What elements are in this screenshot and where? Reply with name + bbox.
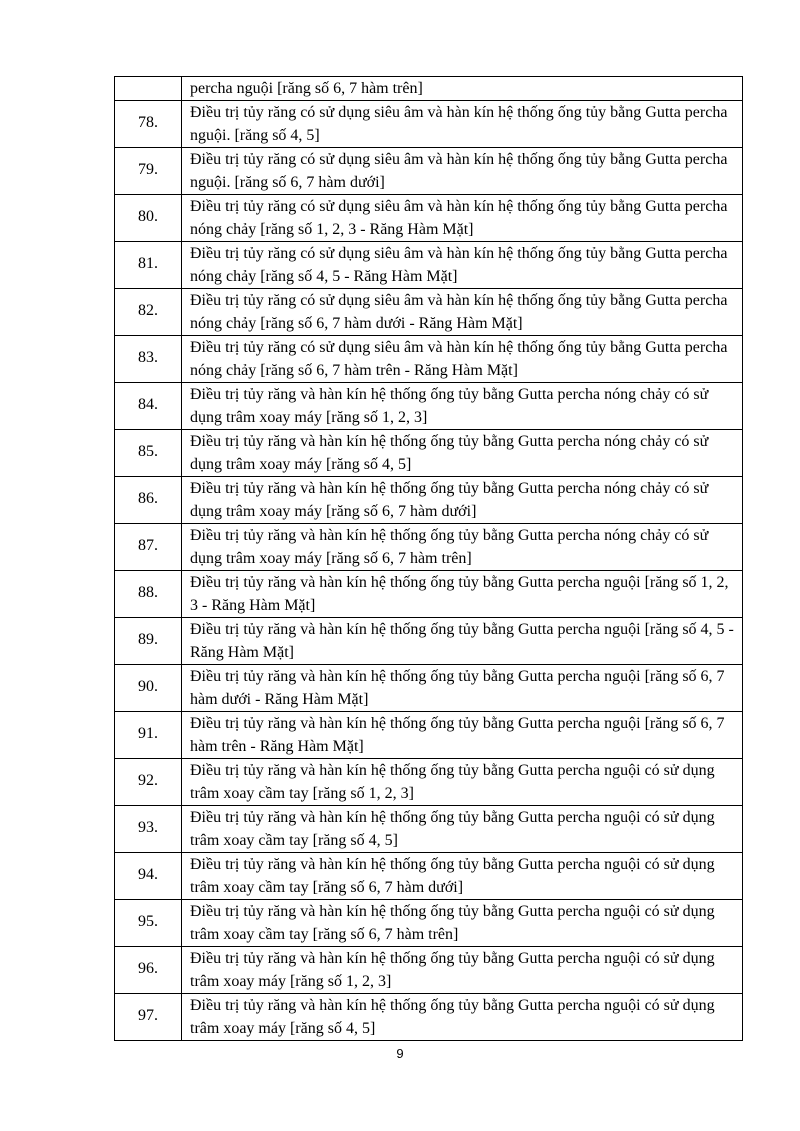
table-row bbox=[115, 336, 743, 383]
row-description-cell: Điều trị tủy răng và hàn kín hệ thống ống tủy bằng Gutta percha nguội có sử dụng trâm xoay máy [răng số 4, 5] bbox=[182, 994, 743, 1041]
row-number-cell: 81. bbox=[115, 242, 182, 289]
table-row bbox=[115, 759, 743, 806]
table-row bbox=[115, 665, 743, 712]
row-number-cell: 84. bbox=[115, 383, 182, 430]
row-number-cell: 97. bbox=[115, 994, 182, 1041]
row-number-cell: 89. bbox=[115, 618, 182, 665]
row-number-cell: 94. bbox=[115, 853, 182, 900]
table-row bbox=[115, 571, 743, 618]
row-description-cell: Điều trị tủy răng và hàn kín hệ thống ống tủy bằng Gutta percha nguội có sử dụng trâm xoay cầm tay [răng số 6, 7 hàm dưới] bbox=[182, 853, 743, 900]
row-number-cell: 86. bbox=[115, 477, 182, 524]
row-number-cell: 83. bbox=[115, 336, 182, 383]
row-number-cell: 88. bbox=[115, 571, 182, 618]
table-row bbox=[115, 430, 743, 477]
row-description-cell: Điều trị tủy răng và hàn kín hệ thống ống tủy bằng Gutta percha nguội [răng số 4, 5 - Răng Hàm Mặt] bbox=[182, 618, 743, 665]
table-row bbox=[115, 242, 743, 289]
row-description-cell: Điều trị tủy răng và hàn kín hệ thống ống tủy bằng Gutta percha nóng chảy có sử dụng trâm xoay máy [răng số 6, 7 hàm trên] bbox=[182, 524, 743, 571]
row-number-cell: 85. bbox=[115, 430, 182, 477]
row-number-cell: 95. bbox=[115, 900, 182, 947]
page-number: 9 bbox=[396, 1046, 404, 1061]
table-row bbox=[115, 477, 743, 524]
row-number-cell: 80. bbox=[115, 195, 182, 242]
row-description-cell: Điều trị tủy răng và hàn kín hệ thống ống tủy bằng Gutta percha nguội [răng số 6, 7 hàm trên - Răng Hàm Mặt] bbox=[182, 712, 743, 759]
table-row bbox=[115, 994, 743, 1041]
row-number-cell bbox=[115, 77, 182, 101]
row-description-cell: Điều trị tủy răng và hàn kín hệ thống ống tủy bằng Gutta percha nguội có sử dụng trâm xoay cầm tay [răng số 6, 7 hàm trên] bbox=[182, 900, 743, 947]
row-description-cell: Điều trị tủy răng và hàn kín hệ thống ống tủy bằng Gutta percha nóng chảy có sử dụng trâm xoay máy [răng số 1, 2, 3] bbox=[182, 383, 743, 430]
row-number-cell: 79. bbox=[115, 148, 182, 195]
table-row bbox=[115, 101, 743, 148]
row-description-cell: Điều trị tủy răng và hàn kín hệ thống ống tủy bằng Gutta percha nguội [răng số 1, 2, 3 - Răng Hàm Mặt] bbox=[182, 571, 743, 618]
table-row bbox=[115, 289, 743, 336]
table-row bbox=[115, 853, 743, 900]
table-row bbox=[115, 806, 743, 853]
row-description-cell: Điều trị tủy răng có sử dụng siêu âm và hàn kín hệ thống ống tủy bằng Gutta percha nguội. [răng số 4, 5] bbox=[182, 101, 743, 148]
row-description-cell: Điều trị tủy răng và hàn kín hệ thống ống tủy bằng Gutta percha nguội có sử dụng trâm xoay máy [răng số 1, 2, 3] bbox=[182, 947, 743, 994]
row-number-cell: 90. bbox=[115, 665, 182, 712]
row-description-cell: Điều trị tủy răng và hàn kín hệ thống ống tủy bằng Gutta percha nóng chảy có sử dụng trâm xoay máy [răng số 6, 7 hàm dưới] bbox=[182, 477, 743, 524]
row-number-cell: 82. bbox=[115, 289, 182, 336]
table-row bbox=[115, 947, 743, 994]
row-number-cell: 91. bbox=[115, 712, 182, 759]
row-number-cell: 93. bbox=[115, 806, 182, 853]
table-row bbox=[115, 524, 743, 571]
table-row bbox=[115, 618, 743, 665]
row-description-cell: Điều trị tủy răng có sử dụng siêu âm và hàn kín hệ thống ống tủy bằng Gutta percha nóng chảy [răng số 1, 2, 3 - Răng Hàm Mặt] bbox=[182, 195, 743, 242]
row-description-cell: Điều trị tủy răng có sử dụng siêu âm và hàn kín hệ thống ống tủy bằng Gutta percha nóng chảy [răng số 4, 5 - Răng Hàm Mặt] bbox=[182, 242, 743, 289]
row-description-cell: Điều trị tủy răng và hàn kín hệ thống ống tủy bằng Gutta percha nguội [răng số 6, 7 hàm dưới - Răng Hàm Mặt] bbox=[182, 665, 743, 712]
procedure-table bbox=[114, 76, 743, 1041]
row-number-cell: 78. bbox=[115, 101, 182, 148]
row-description-cell: Điều trị tủy răng có sử dụng siêu âm và hàn kín hệ thống ống tủy bằng Gutta percha nóng chảy [răng số 6, 7 hàm trên - Răng Hàm Mặt] bbox=[182, 336, 743, 383]
table-row bbox=[115, 900, 743, 947]
row-description-cell: Điều trị tủy răng và hàn kín hệ thống ống tủy bằng Gutta percha nóng chảy có sử dụng trâm xoay máy [răng số 4, 5] bbox=[182, 430, 743, 477]
table-row bbox=[115, 195, 743, 242]
table-row bbox=[115, 712, 743, 759]
row-number-cell: 92. bbox=[115, 759, 182, 806]
row-description-cell: Điều trị tủy răng có sử dụng siêu âm và hàn kín hệ thống ống tủy bằng Gutta percha nóng chảy [răng số 6, 7 hàm dưới - Răng Hàm Mặt] bbox=[182, 289, 743, 336]
row-description-cell: percha nguội [răng số 6, 7 hàm trên] bbox=[182, 77, 743, 101]
row-number-cell: 96. bbox=[115, 947, 182, 994]
table-row-continuation bbox=[115, 77, 743, 101]
table-row bbox=[115, 148, 743, 195]
procedure-table-body bbox=[115, 77, 743, 1041]
row-description-cell: Điều trị tủy răng và hàn kín hệ thống ống tủy bằng Gutta percha nguội có sử dụng trâm xoay cầm tay [răng số 4, 5] bbox=[182, 806, 743, 853]
row-description-cell: Điều trị tủy răng và hàn kín hệ thống ống tủy bằng Gutta percha nguội có sử dụng trâm xoay cầm tay [răng số 1, 2, 3] bbox=[182, 759, 743, 806]
table-row bbox=[115, 383, 743, 430]
row-description-cell: Điều trị tủy răng có sử dụng siêu âm và hàn kín hệ thống ống tủy bằng Gutta percha nguội. [răng số 6, 7 hàm dưới] bbox=[182, 148, 743, 195]
row-number-cell: 87. bbox=[115, 524, 182, 571]
